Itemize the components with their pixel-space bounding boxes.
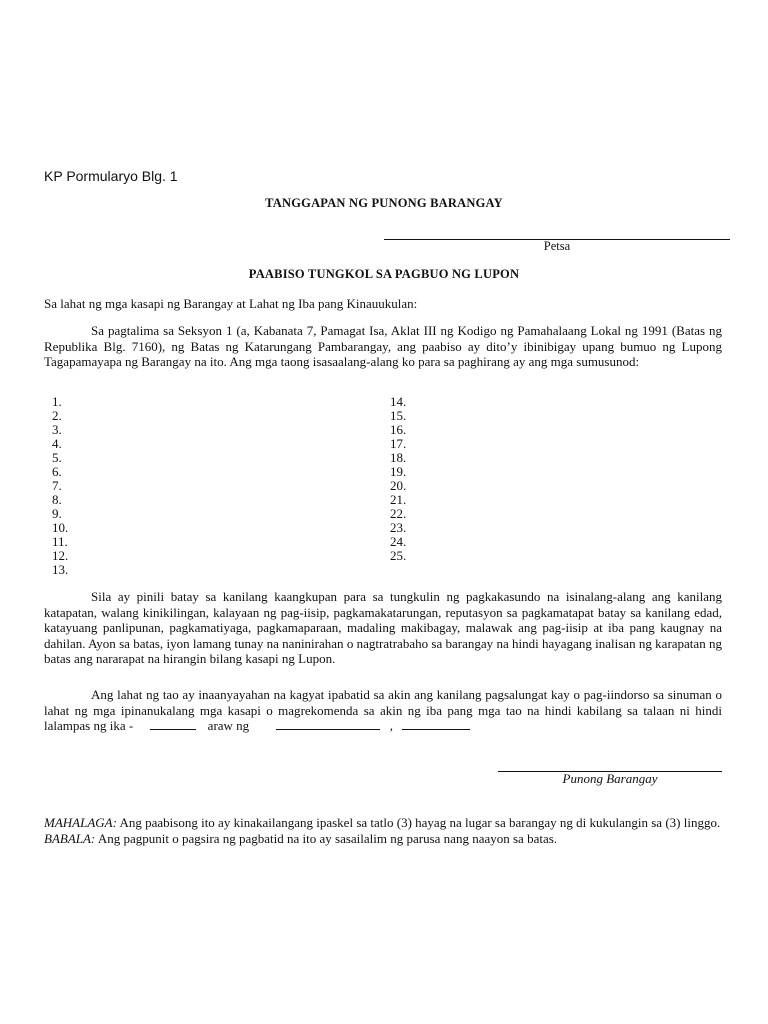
notes-section: [44, 815, 722, 846]
warning-key: BABALA:: [44, 830, 96, 846]
warning-note: [44, 831, 722, 847]
notice-title: PAABISO TUNGKOL SA PAGBUO NG LUPON: [248, 267, 520, 281]
nominee-list-item: 14.: [390, 394, 407, 409]
nominee-list-item: 16.: [390, 422, 407, 437]
greeting: Sa lahat ng mga kasapi ng Barangay at Lahat ng Iba pang Kinauukulan:: [44, 296, 418, 311]
year-blank: [402, 718, 470, 730]
day-blank: [150, 718, 196, 730]
nominee-list-item: 7.: [52, 478, 62, 493]
warning-text: Ang pagpunit o pagsira ng pagbatid na ito ay sasailalim ng parusa nang naayon sa batas.: [97, 830, 558, 846]
form-number: KP Pormularyo Blg. 1: [44, 168, 178, 184]
date-label: Petsa: [543, 239, 571, 253]
important-key: MAHALAGA:: [44, 815, 117, 830]
nominee-list-item: 2.: [52, 408, 62, 423]
nominee-list-left: [52, 395, 68, 577]
nominee-list-item: 24.: [390, 534, 407, 549]
signature-label: Punong Barangay: [562, 771, 658, 786]
nominee-list-item: 9.: [52, 506, 62, 521]
comma-text: ,: [389, 718, 393, 733]
invitation-text: Ang lahat ng tao ay inaanyayahan na kagyat ipabatid sa akin ang kanilang pagsalungat kay o pag-iindorso sa sinuman o lahat ng mga ipinanukalang mga kasapi o magrekomenda sa akin ng iba pang mga tao na hindi kabilang sa talaan ni hindi lalampas ng ika -: [44, 687, 722, 733]
nominee-list-item: 10.: [52, 520, 69, 535]
nominee-list-item: 12.: [52, 548, 69, 563]
nominee-list-item: 21.: [390, 492, 407, 507]
nominee-list-item: 15.: [390, 408, 407, 423]
nominee-list-item: 3.: [52, 422, 62, 437]
nominee-list-item: 4.: [52, 436, 62, 451]
paragraph-intro: Sa pagtalima sa Seksyon 1 (a, Kabanata 7, Pamagat Isa, Aklat III ng Kodigo ng Pamahalaang Lokal ng 1991 (Batas ng Republika Blg. 7160), ng Batas ng Katarungang Pambarangay, ang paabiso ay dito’y ibinibigay upang bumuo ng Lupong Tagapamayapa ng Barangay na ito. Ang mga taong isasaalang-alang ko para sa paghirang ay ang mga sumusunod:: [44, 323, 722, 369]
araw-ng-text: araw ng: [207, 718, 250, 733]
nominee-list-item: 19.: [390, 464, 407, 479]
important-text: Ang paabisong ito ay kinakailangang ipaskel sa tatlo (3) hayag na lugar sa barangay ng di kukulangin sa (3) linggo.: [119, 815, 721, 830]
nominee-list-item: 5.: [52, 450, 62, 465]
nominee-list-item: 17.: [390, 436, 407, 451]
nominee-list-item: 6.: [52, 464, 62, 479]
paragraph-invitation: [44, 687, 722, 734]
important-note: [44, 815, 722, 831]
nominee-list-right: [390, 395, 406, 563]
nominee-list-item: 20.: [390, 478, 407, 493]
nominee-list-item: 13.: [52, 562, 69, 577]
nominee-list-item: 23.: [390, 520, 407, 535]
nominee-list-item: 1.: [52, 394, 62, 409]
nominee-list-item: 11.: [52, 534, 68, 549]
nominee-list-item: 22.: [390, 506, 407, 521]
month-blank: [276, 718, 380, 730]
nominee-list-item: 8.: [52, 492, 62, 507]
nominee-list-item: 18.: [390, 450, 407, 465]
nominee-list-item: 25.: [390, 548, 407, 563]
paragraph-criteria: Sila ay pinili batay sa kanilang kaangkupan para sa tungkulin ng pagkakasundo na isinalang-alang ang kanilang katapatan, walang kinikilingan, kalayaan ng pag-iisip, pagkamakatarungan, reputasyon sa pagkamatapat batay sa kanilang edad, katayuang panlipunan, pagkamatiyaga, pagkamaparaan, madaling makibagay, malawak ang pag-iisip at iba pang kaugnay na dahilan. Ayon sa batas, iyon lamang tunay na naninirahan o nagtratrabaho sa barangay na hindi hayagang inalisan ng karapatan ng batas ang nararapat na hirangin bilang kasapi ng Lupon.: [44, 589, 722, 666]
office-title: TANGGAPAN NG PUNONG BARANGAY: [265, 196, 503, 210]
